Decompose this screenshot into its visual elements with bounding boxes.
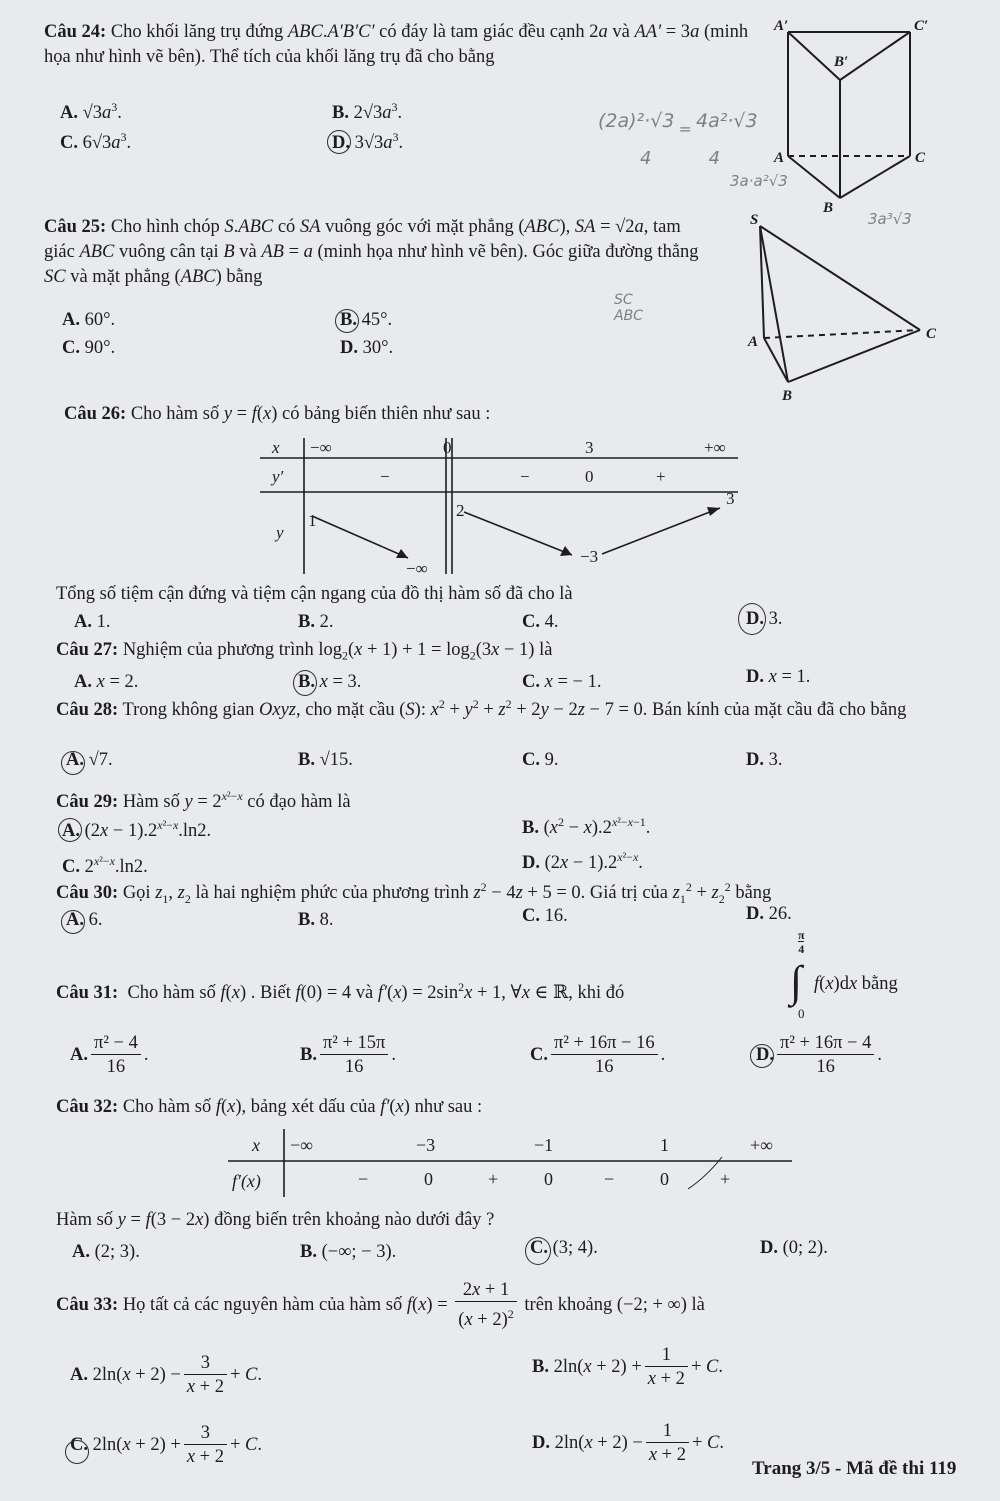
q26-option-c[interactable]: C. 4.: [522, 612, 559, 632]
q32-x-neg-inf: −∞: [290, 1135, 313, 1155]
q27-option-b[interactable]: B. x = 3.: [298, 672, 362, 692]
q32-question: Hàm số y = f(3 − 2x) đồng biến trên khoảng nào dưới đây ?: [56, 1210, 495, 1230]
q32-sign-1: −: [358, 1169, 369, 1189]
question-24: Câu 24: Cho khối lăng trụ đứng ABC.A′B′C′ có đáy là tam giác đều cạnh 2a và AA′ = 3a (minh họa như hình vẽ bên). Thể tích của khối lăng trụ đã cho bằng: [44, 22, 749, 67]
q28-option-c[interactable]: C. 9.: [522, 750, 559, 770]
q32-option-d[interactable]: D. (0; 2).: [760, 1238, 828, 1258]
q31-answer-circle: [750, 1044, 774, 1068]
question-29: Câu 29: Hàm số $y = 2^{x^2-x}$ có đạo hàm là: [56, 789, 351, 813]
q24-option-a[interactable]: A. $√3a^3$.: [60, 100, 122, 124]
question-25: Câu 25: Cho hình chóp S.ABC có SA vuông góc với mặt phẳng (ABC), SA = √2a, tam giác ABC vuông cân tại B và AB = a (minh họa như hình vẽ bên). Góc giữa đường thẳng SC và mặt phẳng (ABC) bằng: [44, 217, 699, 287]
q32-sign-3: −: [604, 1169, 615, 1189]
q32-option-a[interactable]: A. (2; 3).: [72, 1242, 140, 1262]
q29-option-c[interactable]: C. $2^{x^2-x}.\ln 2$.: [62, 854, 148, 878]
q26-yprime-sign-3: +: [656, 467, 666, 486]
q25-option-d[interactable]: D. 30°.: [340, 338, 394, 358]
q24-option-c[interactable]: C. $6√3a^3$.: [60, 130, 132, 154]
q26-y-label: y: [276, 523, 284, 542]
question-30: Câu 30: Gọi $z_1$, $z_2$ là hai nghiệm phức của phương trình $z^2 - 4z + 5 = 0$. Giá trị của $z_1^2 + z_2^2$ bằng: [56, 880, 772, 906]
q26-yprime-label: y′: [272, 467, 284, 486]
q28-option-a[interactable]: A. √7.: [66, 750, 113, 770]
q24-option-b[interactable]: B. $2√3a^3$.: [332, 100, 403, 124]
label-c-prime: C′: [914, 18, 929, 34]
q26-y-three: 3: [726, 489, 735, 508]
q26-x-pos-inf: +∞: [704, 438, 726, 457]
q25-handwritten-note: 3a³√3: [868, 210, 912, 228]
q25-option-a[interactable]: A. 60°.: [62, 310, 116, 330]
q26-yprime-sign-1: −: [380, 467, 390, 486]
q30-answer-circle: [61, 910, 85, 934]
q27-option-c[interactable]: C. x = − 1.: [522, 672, 602, 692]
page-footer: Trang 3/5 - Mã đề thi 119: [752, 1458, 957, 1479]
label-a-pyr: A: [748, 334, 759, 350]
q29-option-a[interactable]: A. $(2x - 1).2^{x^2-x}.\ln 2$.: [62, 818, 212, 842]
q32-x-pos-inf: +∞: [750, 1135, 773, 1155]
q32-option-b[interactable]: B. (−∞; − 3).: [300, 1242, 397, 1262]
q32-x-one: 1: [660, 1135, 669, 1155]
exam-page: Câu 24: Cho khối lăng trụ đứng ABC.A′B′C′ có đáy là tam giác đều cạnh 2a và AA′ = 3a (minh họa như hình vẽ bên). Thể tích của khối lăng trụ đã cho bằng A. $√3a^3$. B. $2√3a^3$. C. $6√3a^3$. D. $3√3a^3$. A′ C′ B′ A C B (2a)²·√3 ‗ 4a²·√3 4 4 3a·a²√3 Câu 25: Cho hình chóp S.ABC có SA vuông góc với mặt phẳng (ABC), SA = √2a, tam giác ABC vuông cân tại B và AB = a (minh họa như hình vẽ bên). Góc giữa đường thẳng SC và mặt phẳng (ABC) bằng A. 60°. B. 45°. C. 90°. D. 30°. S A C B SC ABC 3a³√3 Câu 26: Cho hàm số y = f(x) có bảng biến thiên như sau : x −∞ 0 3 +∞ y′ − − 0 + y 1 −∞ 2 −3 3 Tổng số tiệm cận đứng và tiệm cận ngang của đồ thị hàm số đã cho là A. 1. B. 2. C. 4. D. 3. Câu 27: Nghiệm của phương trình $\log_2(x + 1) + 1 = \log_2(3x - 1)$ là A. x = 2. B. x = 3. C. x = − 1. D. x = 1. Câu 28: Trong không gian Oxyz, cho mặt cầu (S): $x^2 + y^2 + z^2 + 2y - 2z - 7 = 0$. Bán kính của mặt cầu đã cho bằng A. √7. B. √15. C. 9. D. 3. Câu 29: Hàm số $y = 2^{x^2-x}$ có đạo hàm là A. $(2x - 1).2^{x^2-x}.\ln 2$. B. $(x^2 - x).2^{x^2-x-1}$. C. $2^{x^2-x}.\ln 2$. D. $(2x - 1).2^{x^2-x}$. Câu 30: Gọi $z_1$, $z_2$ là hai nghiệm phức của phương trình $z^2 - 4z + 5 = 0$. Giá trị của $z_1^2 + z_2^2$ bằng A. 6. B. 8. C. 16. D. 26. Câu 31: Cho hàm số f(x) . Biết f(0) = 4 và $f'(x) = 2\sin^2x + 1$, ∀x ∈ ℝ, khi đó π 4 ∫ 0 f(x)dx bằng A. $\frac{\text{π² − 4}}{16}$ . B. $\frac{\text{π² + 15π}}{16}$ . C. $\frac{\text{π² + 16π − 16}}{16}$ . D. $\frac{\text{π² + 16π − 4}}{16}$ . Câu 32: Cho hàm số f(x), bảng xét dấu của f′(x) như sau : x −∞ −3 −1 1 +∞ f′(x) − 0 + 0 − 0 + Hàm số y = f(3 − 2x) đồng biến trên khoảng nào dưới đây ? A. (2; 3). B. (−∞; − 3). C. (3; 4). D. (0; 2). Câu 33: Họ tất cả các nguyên hàm của hàm số f(x) = $\frac{2x + 1}{(x + 2)^2}$ trên khoảng (−2; + ∞) là A. 2ln(x + 2) − $\frac{3}{x + 2}$ + C. B. 2ln(x + 2) + $\frac{1}{x + 2}$ + C. C. 2ln(x + 2) + $\frac{3}{x + 2}$ + C. D. 2ln(x + 2) − $\frac{1}{x + 2}$ + C. Trang 3/5 - Mã đề thi 119: [0, 0, 1000, 1501]
q33-option-d[interactable]: D. 2ln(x + 2) − $\frac{1}{x + 2}$ + C.: [532, 1421, 724, 1465]
q33-option-a[interactable]: A. 2ln(x + 2) − $\frac{3}{x + 2}$ + C.: [70, 1353, 262, 1397]
q31-option-b[interactable]: B. $\frac{\text{π² + 15π}}{16}$ .: [300, 1033, 397, 1077]
label-a: A: [774, 150, 785, 166]
label-c-pyr: C: [926, 326, 937, 342]
q31-option-a[interactable]: A. $\frac{\text{π² − 4}}{16}$ .: [70, 1033, 149, 1077]
q24-handwritten-denominator: 4 4: [640, 148, 721, 169]
q28-answer-circle: [61, 751, 85, 775]
q32-x-neg-one: −1: [534, 1135, 554, 1155]
q26-y-neg-three: −3: [580, 547, 599, 566]
q25-option-b[interactable]: B. 45°.: [340, 310, 393, 330]
q30-option-a[interactable]: A. 6.: [66, 910, 103, 930]
q26-y-one: 1: [308, 511, 317, 530]
q33-option-c[interactable]: C. 2ln(x + 2) + $\frac{3}{x + 2}$ + C.: [70, 1423, 262, 1467]
question-26: Câu 26: Cho hàm số y = f(x) có bảng biến thiên như sau :: [64, 404, 491, 424]
q32-fprime-label: f′(x): [232, 1171, 261, 1191]
q29-option-d[interactable]: D. $(2x - 1).2^{x^2-x}$.: [522, 850, 643, 874]
label-b: B: [823, 200, 834, 216]
q27-option-a[interactable]: A. x = 2.: [74, 672, 139, 692]
q25-pyramid-figure: [740, 210, 950, 410]
q32-zero-1: 0: [424, 1169, 433, 1189]
q32-x-label: x: [252, 1135, 260, 1155]
q26-question: Tổng số tiệm cận đứng và tiệm cận ngang của đồ thị hàm số đã cho là: [56, 584, 573, 604]
q25-option-c[interactable]: C. 90°.: [62, 338, 116, 358]
q27-option-d[interactable]: D. x = 1.: [746, 667, 811, 687]
q33-answer-circle: [65, 1440, 89, 1464]
question-27: Câu 27: Nghiệm của phương trình $\log_2(x + 1) + 1 = \log_2(3x - 1)$ là: [56, 640, 553, 663]
q30-option-b[interactable]: B. 8.: [298, 910, 334, 930]
q32-zero-2: 0: [544, 1169, 553, 1189]
label-b-prime: B′: [834, 54, 849, 70]
question-32: Câu 32: Cho hàm số f(x), bảng xét dấu của f′(x) như sau :: [56, 1097, 483, 1117]
q26-x-three: 3: [585, 438, 594, 457]
q26-y-neg-inf: −∞: [406, 559, 428, 578]
q26-answer-circle: [738, 603, 766, 635]
q29-option-b[interactable]: B. $(x^2 - x).2^{x^2-x-1}$.: [522, 815, 651, 839]
q28-option-b[interactable]: B. √15.: [298, 750, 353, 770]
q26-x-neg-inf: −∞: [310, 438, 332, 457]
q29-answer-circle: [58, 818, 82, 842]
q32-sign-2: +: [488, 1169, 499, 1189]
question-28: Câu 28: Trong không gian Oxyz, cho mặt cầu (S): $x^2 + y^2 + z^2 + 2y - 2z - 7 = 0$. Bán kính của mặt cầu đã cho bằng: [56, 697, 907, 721]
q33-option-b[interactable]: B. 2ln(x + 2) + $\frac{1}{x + 2}$ + C.: [532, 1345, 723, 1389]
q32-x-neg-three: −3: [416, 1135, 436, 1155]
label-a-prime: A′: [774, 18, 789, 34]
q32-zero-3: 0: [660, 1169, 669, 1189]
q32-sign-table: [226, 1127, 796, 1199]
question-33: Câu 33: Họ tất cả các nguyên hàm của hàm số f(x) = $\frac{2x + 1}{(x + 2)^2}$ trên khoảng (−2; + ∞) là: [56, 1280, 705, 1331]
q32-sign-4: +: [720, 1169, 731, 1189]
q24-handwritten-result: 3a·a²√3: [730, 172, 788, 190]
q26-option-a[interactable]: A. 1.: [74, 612, 111, 632]
q32-option-c[interactable]: C. (3; 4).: [530, 1238, 598, 1258]
label-s: S: [750, 212, 759, 228]
label-b-pyr: B: [782, 388, 793, 404]
question-31: Câu 31: Cho hàm số f(x) . Biết f(0) = 4 và $f'(x) = 2\sin^2x + 1$, ∀x ∈ ℝ, khi đó: [56, 980, 625, 1004]
q26-variation-table: [258, 434, 748, 578]
q24-answer-circle: [327, 130, 351, 154]
q24-handwritten-work: (2a)²·√3 ‗ 4a²·√3: [598, 110, 758, 132]
q26-y-two: 2: [456, 501, 465, 520]
q26-x-zero: 0: [443, 438, 452, 457]
q25-answer-circle: [335, 309, 359, 333]
label-c: C: [915, 150, 926, 166]
q28-option-d[interactable]: D. 3.: [746, 750, 783, 770]
q26-yprime-sign-2: −: [520, 467, 530, 486]
q24-option-d[interactable]: D. $3√3a^3$.: [332, 130, 404, 154]
q31-option-d[interactable]: D. $\frac{\text{π² + 16π − 4}}{16}$ .: [756, 1033, 882, 1077]
q30-option-d[interactable]: D. 26.: [746, 904, 792, 924]
q26-x-label: x: [272, 438, 280, 457]
q24-prism-figure: [760, 10, 960, 220]
q32-answer-circle: [525, 1237, 551, 1265]
q26-option-d[interactable]: D. 3.: [746, 609, 783, 629]
q30-option-c[interactable]: C. 16.: [522, 906, 568, 926]
q31-option-c[interactable]: C. $\frac{\text{π² + 16π − 16}}{16}$ .: [530, 1033, 666, 1077]
q26-yprime-zero: 0: [585, 467, 594, 486]
q26-option-b[interactable]: B. 2.: [298, 612, 334, 632]
q25-handwritten-sc: SC ABC: [614, 292, 643, 324]
